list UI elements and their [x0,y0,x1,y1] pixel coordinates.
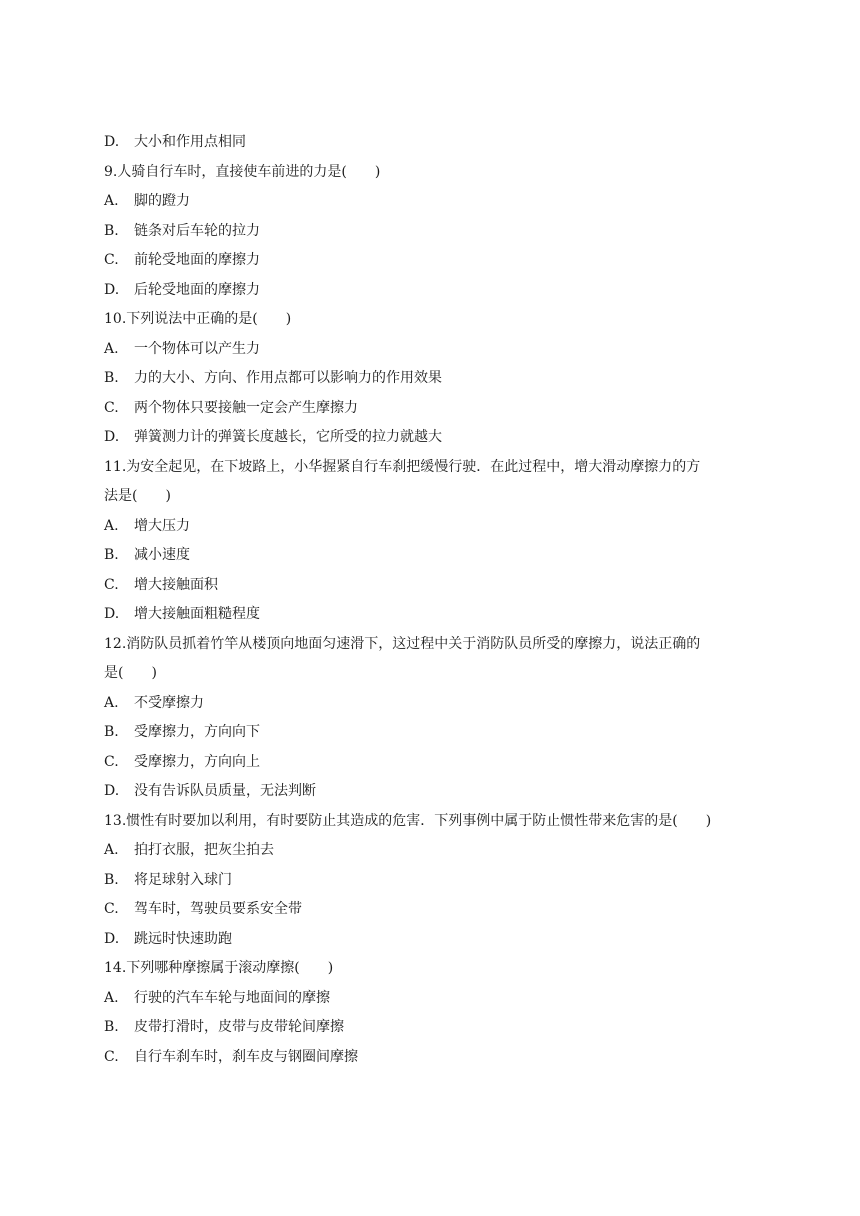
q13-option-b: B. 将足球射入球门 [104,871,232,888]
q14-stem: 14.下列哪种摩擦属于滚动摩擦( ) [104,960,334,976]
q12-option-a: A. 不受摩擦力 [104,694,204,711]
q12-option-d: D. 没有告诉队员质量，无法判断 [104,783,316,799]
q11-option-d: D. 增大接触面粗糙程度 [104,606,260,622]
q9-option-d: D. 后轮受地面的摩擦力 [104,281,260,298]
q9-option-a: A. 脚的蹬力 [104,193,190,209]
q9-option-b: B. 链条对后车轮的拉力 [104,222,260,239]
q14-option-a: A. 行驶的汽车车轮与地面间的摩擦 [104,989,330,1006]
q10-option-d: D. 弹簧测力计的弹簧长度越长，它所受的拉力就越大 [104,429,442,445]
q10-stem: 10.下列说法中正确的是( ) [104,311,292,327]
q12-stem-line1: 12.消防队员抓着竹竿从楼顶向地面匀速滑下，这过程中关于消防队员所受的摩擦力，说法正确的 [104,635,701,652]
q12-option-c: C. 受摩擦力，方向向上 [104,753,260,770]
q10-option-b: B. 力的大小、方向、作用点都可以影响力的作用效果 [104,370,442,386]
q11-option-c: C. 增大接触面积 [104,576,218,593]
q11-stem-line2: 法是( ) [104,488,171,504]
q9-option-c: C. 前轮受地面的摩擦力 [104,252,260,268]
q11-option-b: B. 减小速度 [104,547,190,563]
question-list [104,128,764,1072]
q13-stem: 13.惯性有时要加以利用，有时要防止其造成的危害．下列事例中属于防止惯性带来危害的是( ) [104,812,712,829]
q13-option-d: D. 跳远时快速助跑 [104,930,232,947]
q12-stem-line2: 是( ) [104,665,157,681]
q14-option-b: B. 皮带打滑时，皮带与皮带轮间摩擦 [104,1019,344,1035]
q10-option-c: C. 两个物体只要接触一定会产生摩擦力 [104,399,358,416]
q9-stem: 9.人骑自行车时，直接使车前进的力是( ) [104,163,381,180]
q11-stem-line1: 11.为安全起见，在下坡路上，小华握紧自行车刹把缓慢行驶．在此过程中，增大滑动摩擦力的方 [104,458,701,475]
q11-option-a: A. 增大压力 [104,517,190,534]
q10-option-a: A. 一个物体可以产生力 [104,340,260,357]
q8-option-d: D. 大小和作用点相同 [104,134,246,150]
q14-option-c: C. 自行车刹车时，刹车皮与钢圈间摩擦 [104,1048,358,1065]
q13-option-c: C. 驾车时，驾驶员要系安全带 [104,901,302,917]
q13-option-a: A. 拍打衣服，把灰尘拍去 [104,842,274,858]
q12-option-b: B. 受摩擦力，方向向下 [104,724,260,740]
